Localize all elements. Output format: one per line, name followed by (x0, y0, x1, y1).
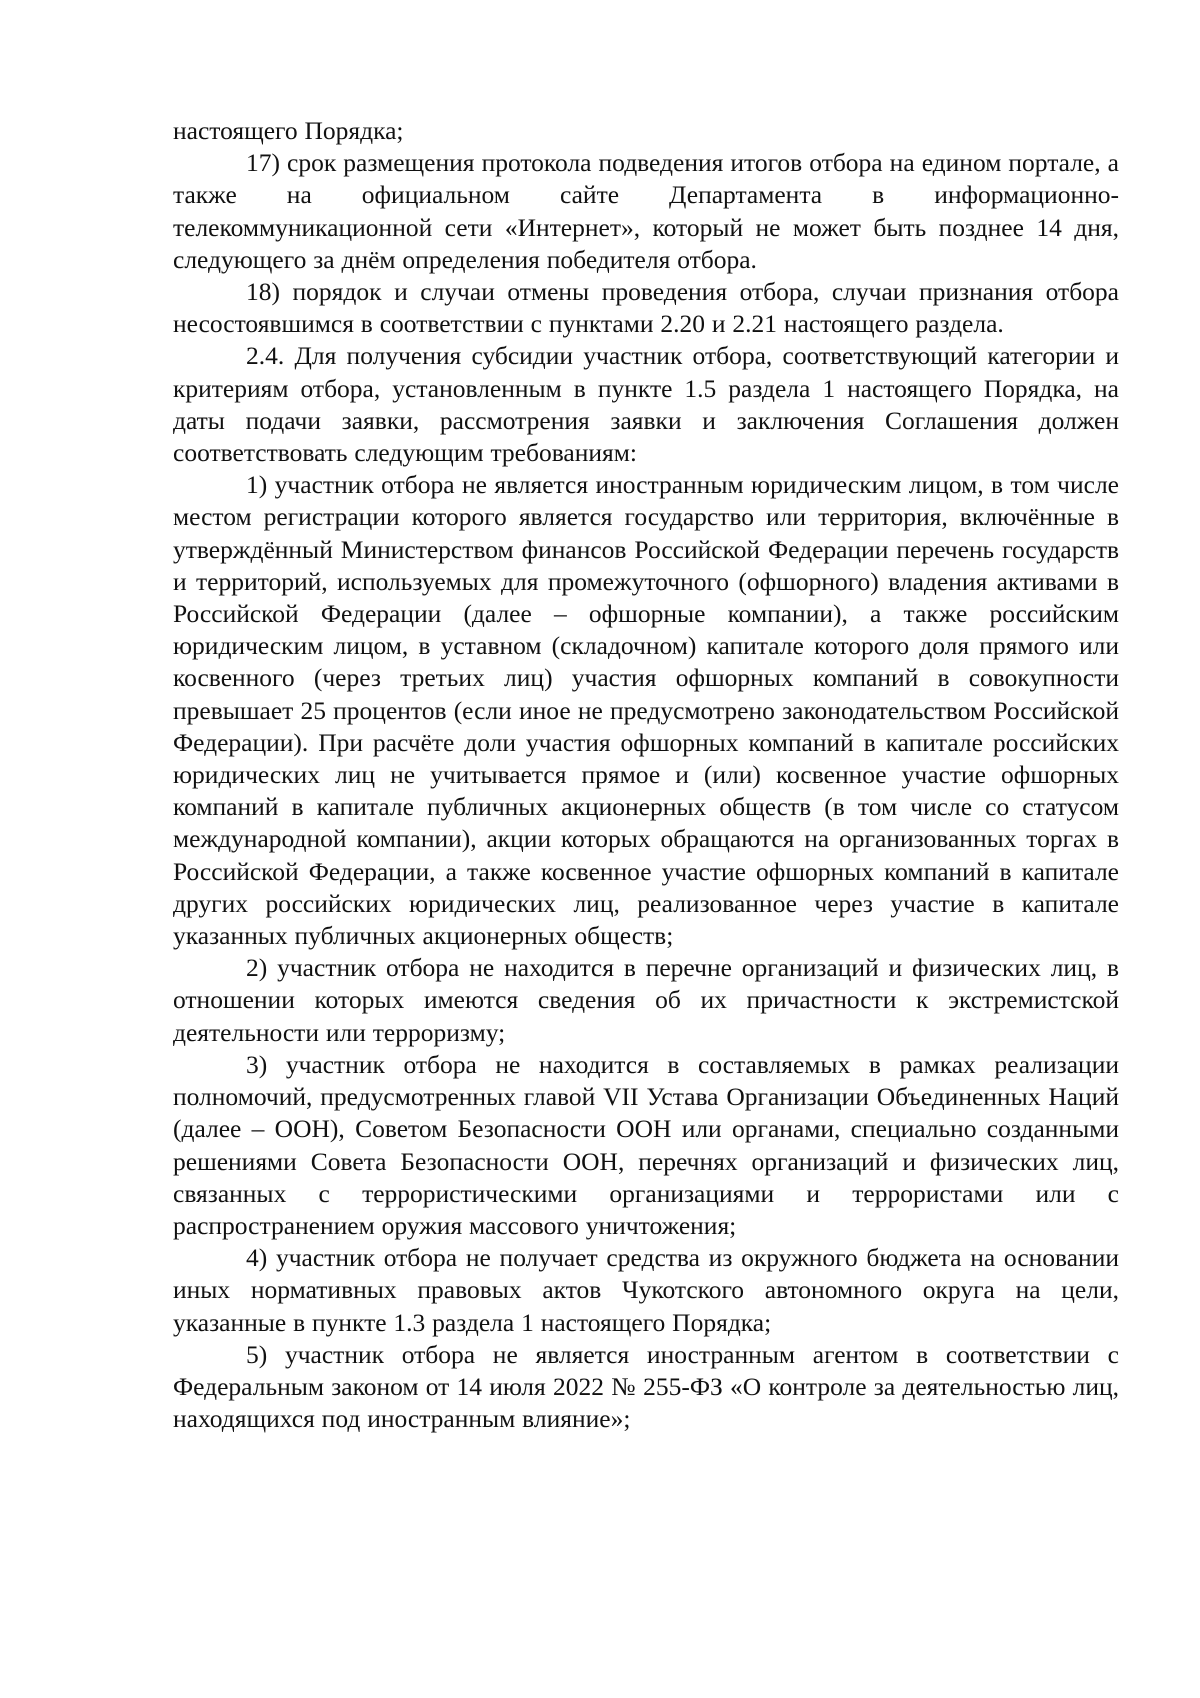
paragraph-requirement-1: 1) участник отбора не является иностранным юридическим лицом, в том числе местом регистрации которого является государство или территория, включённые в утверждённый Министерством финансов Российской Федерации перечень государств и территорий, используемых для промежуточного (офшорного) владения активами в Российской Федерации (далее – офшорные компании), а также российским юридическим лицом, в уставном (складочном) капитале которого доля прямого или косвенного (через третьих лиц) участия офшорных компаний в совокупности превышает 25 процентов (если иное не предусмотрено законодательством Российской Федерации). При расчёте доли участия офшорных компаний в капитале российских юридических лиц не учитывается прямое и (или) косвенное участие офшорных компаний в капитале публичных акционерных обществ (в том числе со статусом международной компании), акции которых обращаются на организованных торгах в Российской Федерации, а также косвенное участие офшорных компаний в капитале других российских юридических лиц, реализованное через участие в капитале указанных публичных акционерных обществ; (173, 470, 1119, 951)
paragraph-requirement-4: 4) участник отбора не получает средства из окружного бюджета на основании иных нормативных правовых актов Чукотского автономного округа на цели, указанные в пункте 1.3 раздела 1 настоящего Порядка; (173, 1243, 1119, 1337)
paragraph-requirement-5: 5) участник отбора не является иностранным агентом в соответствии с Федеральным законом от 14 июля 2022 № 255-ФЗ «О контроле за деятельностью лиц, находящихся под иностранным влияние»; (173, 1339, 1119, 1434)
document-body (173, 115, 1119, 1435)
paragraph-item-18: 18) порядок и случаи отмены проведения отбора, случаи признания отбора несостоявшимся в соответствии с пунктами 2.20 и 2.21 настоящего раздела. (173, 277, 1119, 339)
paragraph-item-17: 17) срок размещения протокола подведения итогов отбора на едином портале, а также на официальном сайте Департамента в информационно-телекоммуникационной сети «Интернет», который не может быть позднее 14 дня, следующего за днём определения победителя отбора. (173, 148, 1119, 274)
paragraph-requirement-3: 3) участник отбора не находится в составляемых в рамках реализации полномочий, предусмотренных главой VII Устава Организации Объединенных Наций (далее – ООН), Советом Безопасности ООН или органами, специально созданными решениями Совета Безопасности ООН, перечнях организаций и физических лиц, связанных с террористическими организациями и террористами или с распространением оружия массового уничтожения; (173, 1049, 1119, 1240)
paragraph-section-2-4: 2.4. Для получения субсидии участник отбора, соответствующий категории и критериям отбора, установленным в пункте 1.5 раздела 1 настоящего Порядка, на даты подачи заявки, рассмотрения заявки и заключения Соглашения должен соответствовать следующим требованиям: (173, 341, 1119, 468)
paragraph-requirement-2: 2) участник отбора не находится в перечне организаций и физических лиц, в отношении которых имеются сведения об их причастности к экстремистской деятельности или терроризму; (173, 953, 1119, 1047)
paragraph-continuation: настоящего Порядка; (173, 116, 404, 145)
